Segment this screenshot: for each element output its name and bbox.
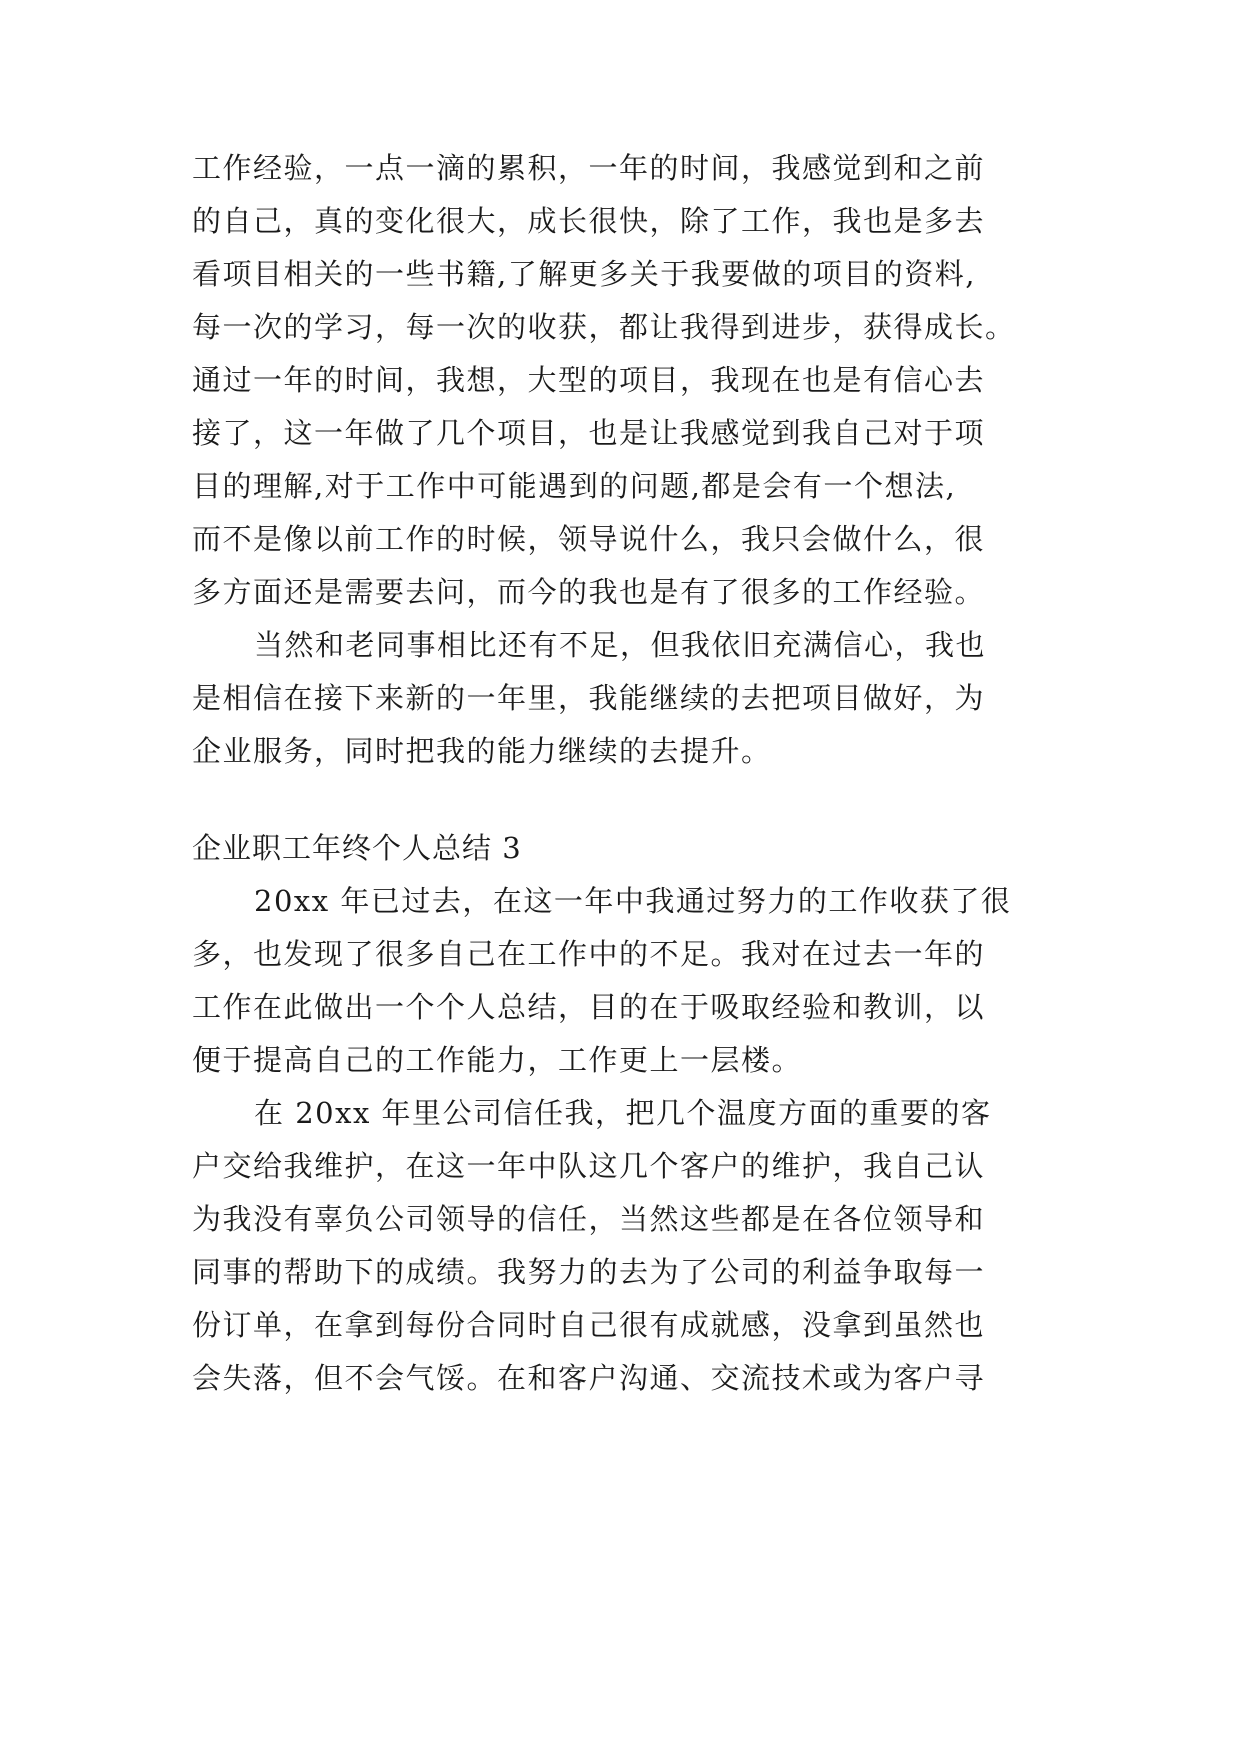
paragraph-1-line: 多方面还是需要去问，而今的我也是有了很多的工作经验。	[192, 575, 986, 609]
paragraph-4-line: 户交给我维护，在这一年中队这几个客户的维护，我自己认	[192, 1149, 986, 1183]
section-heading: 企业职工年终个人总结 3	[192, 831, 522, 865]
paragraph-2-line: 是相信在接下来新的一年里，我能继续的去把项目做好，为	[192, 681, 986, 715]
paragraph-1-line: 通过一年的时间，我想，大型的项目，我现在也是有信心去	[192, 363, 986, 397]
paragraph-4-line: 会失落，但不会气馁。在和客户沟通、交流技术或为客户寻	[192, 1361, 986, 1395]
paragraph-3-line: 工作在此做出一个个人总结，目的在于吸取经验和教训，以	[192, 990, 986, 1024]
paragraph-1-line: 而不是像以前工作的时候，领导说什么，我只会做什么，很	[192, 522, 986, 556]
paragraph-4-line: 为我没有辜负公司领导的信任，当然这些都是在各位领导和	[192, 1202, 986, 1236]
paragraph-4-line: 在 20xx 年里公司信任我，把几个温度方面的重要的客	[254, 1096, 992, 1130]
paragraph-3-line: 多，也发现了很多自己在工作中的不足。我对在过去一年的	[192, 937, 986, 971]
paragraph-2-line: 当然和老同事相比还有不足，但我依旧充满信心，我也	[254, 628, 987, 662]
paragraph-1-line: 的自己，真的变化很大，成长很快，除了工作，我也是多去	[192, 204, 986, 238]
paragraph-1-line: 看项目相关的一些书籍,了解更多关于我要做的项目的资料,	[192, 257, 976, 291]
paragraph-3-line: 便于提高自己的工作能力，工作更上一层楼。	[192, 1043, 803, 1077]
paragraph-3-line: 20xx 年已过去，在这一年中我通过努力的工作收获了很	[254, 884, 1012, 918]
paragraph-2-line: 企业服务，同时把我的能力继续的去提升。	[192, 734, 772, 768]
paragraph-1-line: 每一次的学习，每一次的收获，都让我得到进步，获得成长。	[192, 310, 1016, 344]
paragraph-1-line: 目的理解,对于工作中可能遇到的问题,都是会有一个想法,	[192, 469, 957, 503]
paragraph-1-line: 工作经验，一点一滴的累积，一年的时间，我感觉到和之前	[192, 151, 986, 185]
paragraph-1-line: 接了，这一年做了几个项目，也是让我感觉到我自己对于项	[192, 416, 986, 450]
paragraph-4-line: 同事的帮助下的成绩。我努力的去为了公司的利益争取每一	[192, 1255, 986, 1289]
paragraph-4-line: 份订单，在拿到每份合同时自己很有成就感，没拿到虽然也	[192, 1308, 986, 1342]
